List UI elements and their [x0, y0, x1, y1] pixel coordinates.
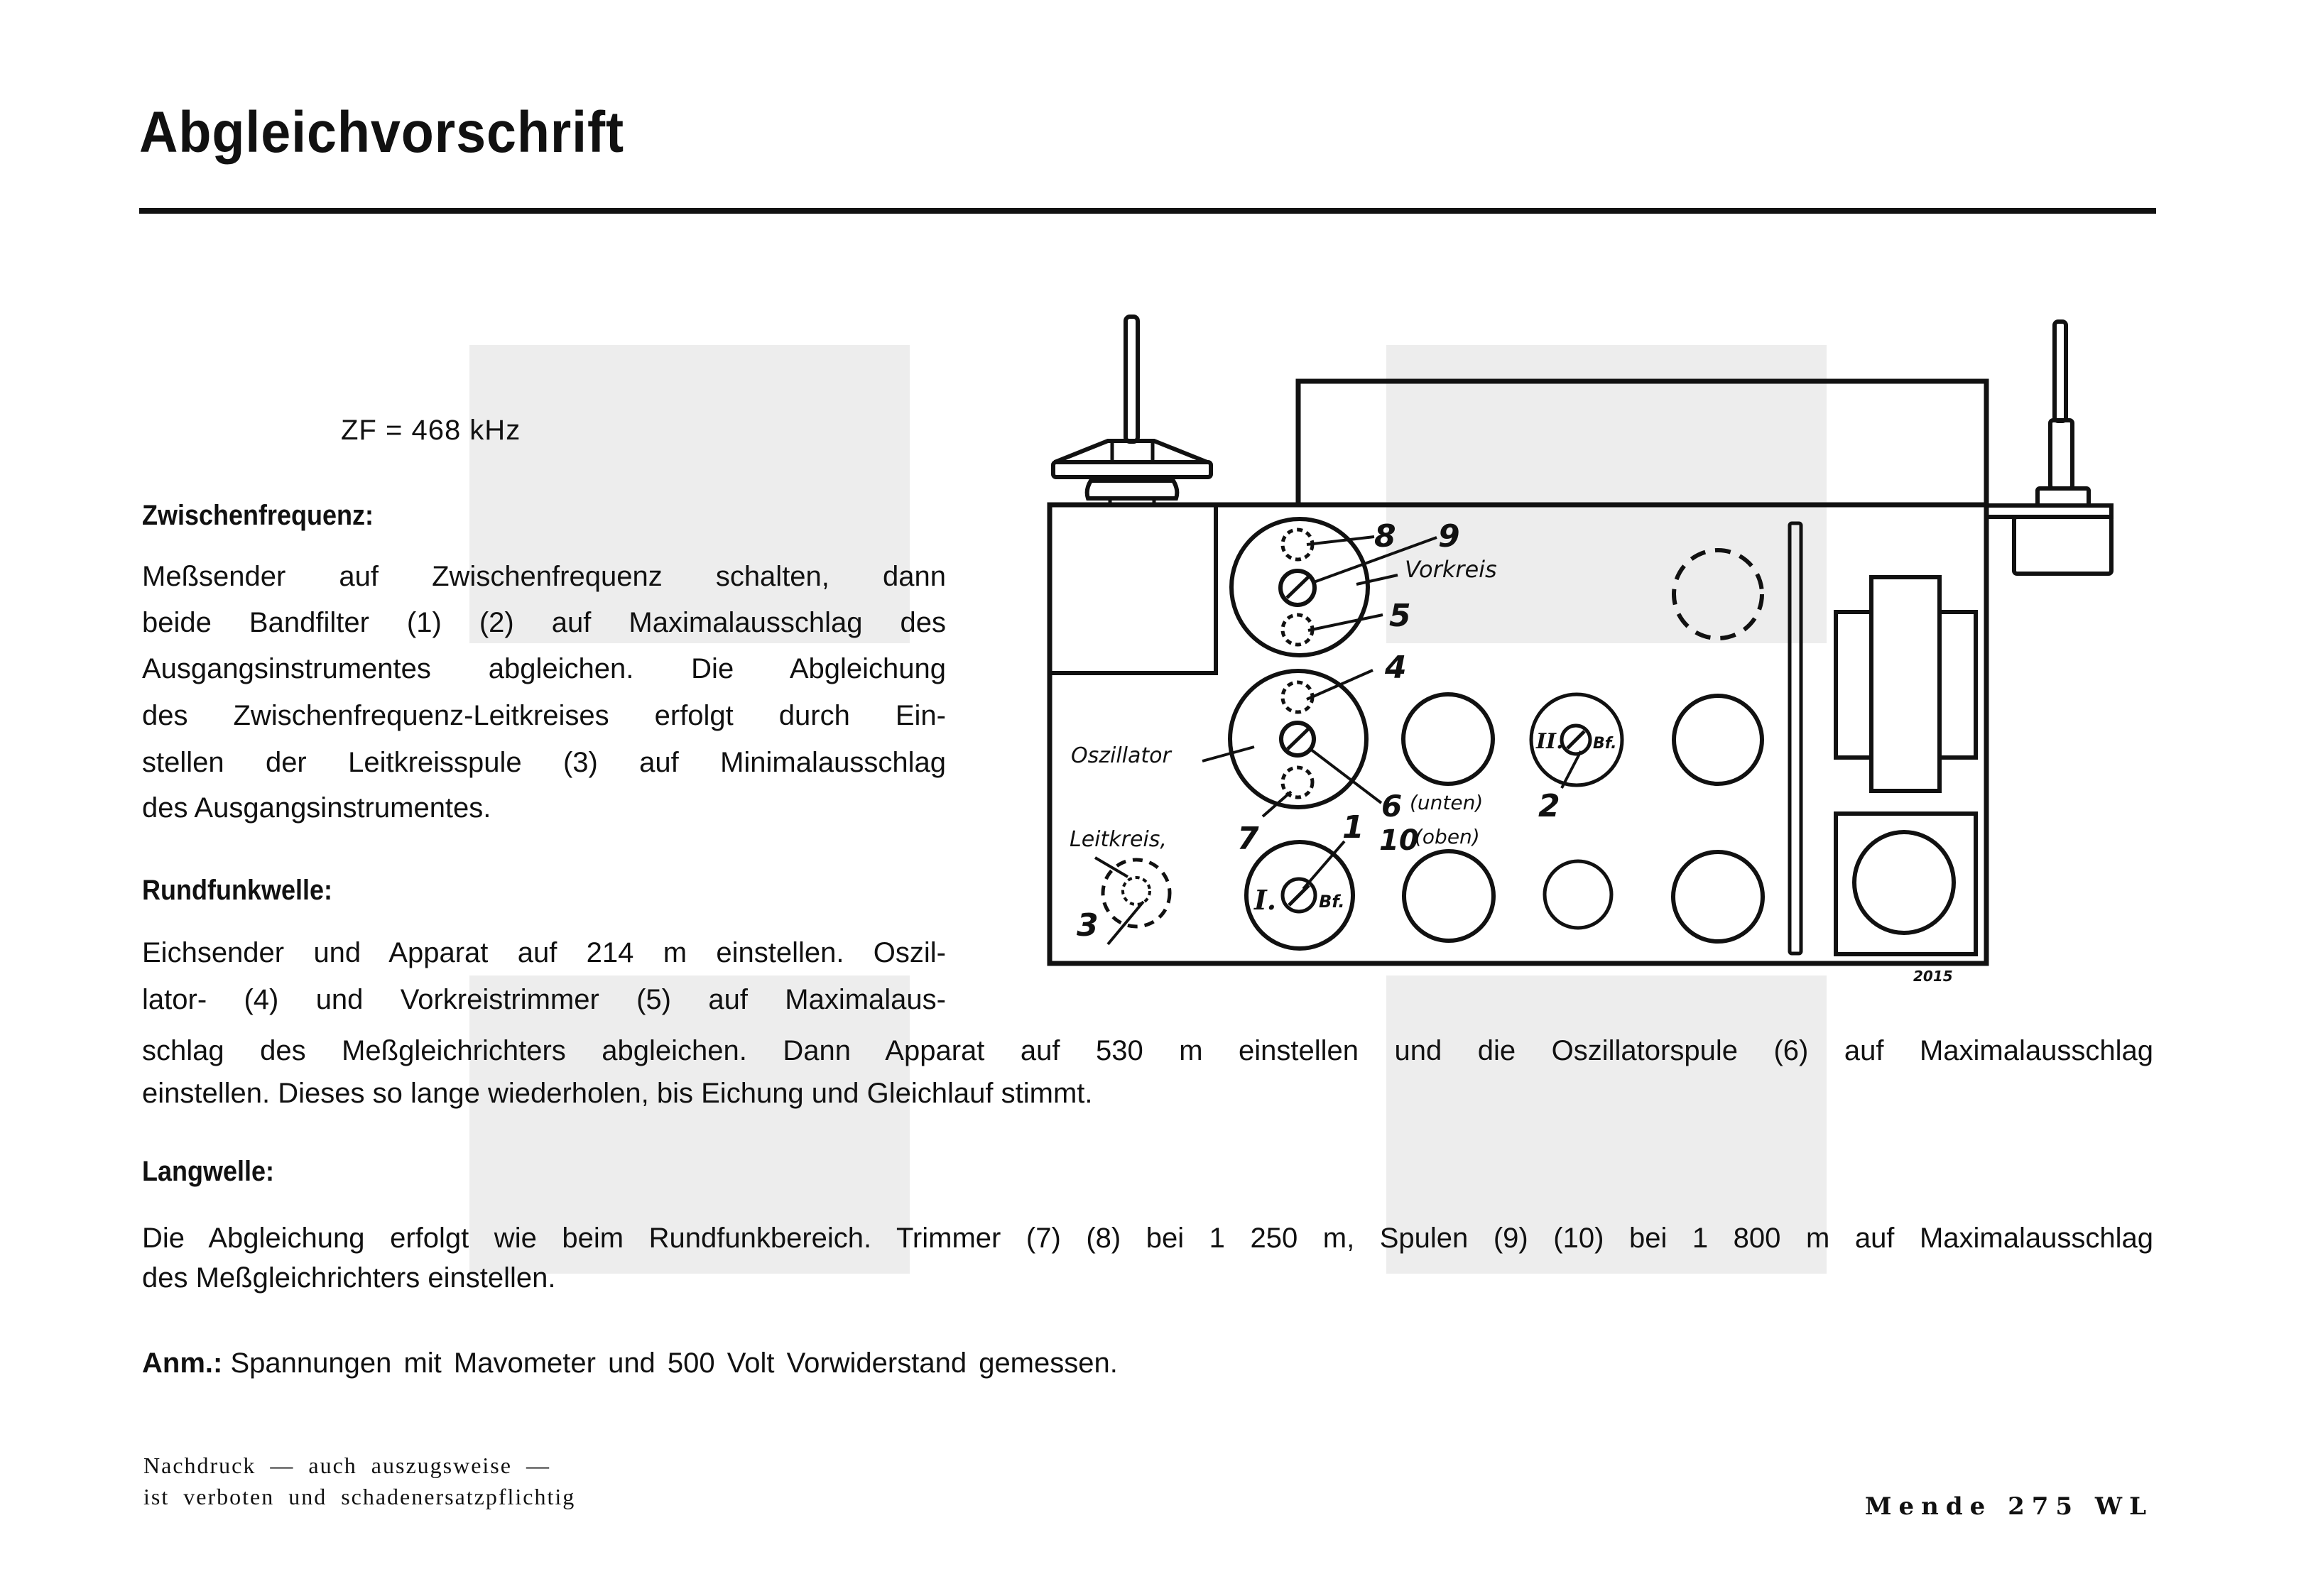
label-oszillator: Oszillator — [1071, 743, 1171, 768]
paragraph-line: beide Bandfilter (1) (2) auf Maximalausschlag des — [142, 607, 946, 638]
section-heading-langwelle: Langwelle: — [142, 1156, 275, 1187]
paragraph-line: lator- (4) und Vorkreistrimmer (5) auf Maximalaus- — [142, 984, 946, 1015]
tube-socket-small — [1545, 861, 1611, 928]
tube-socket — [1404, 851, 1494, 941]
page-title: Abgleichvorschrift — [139, 100, 625, 165]
paragraph-line: Meßsender auf Zwischenfrequenz schalten, dann — [142, 561, 946, 592]
paragraph-line: schlag des Meßgleichrichters abgleichen. Dann Apparat auf 530 m einstellen und die Oszillatorspule (6) auf Maximalausschlag — [142, 1035, 2153, 1066]
antenna-cone — [1055, 441, 1207, 462]
paragraph-line: Die Abgleichung erfolgt wie beim Rundfunkbereich. Trimmer (7) (8) bei 1 250 m, Spulen (9) (10) bei 1 800 m auf Maximalausschlag — [142, 1223, 2153, 1254]
tube-socket — [1674, 696, 1762, 784]
trimmer-5 — [1283, 615, 1312, 645]
dial-bar — [1790, 523, 1801, 953]
label-oben: (oben) — [1415, 825, 1480, 848]
marker-2: 2 — [1538, 788, 1560, 824]
raised-chassis-box — [1298, 381, 1986, 505]
side-bracket-box — [2014, 517, 2111, 574]
paragraph-line: Ausgangsinstrumentes abgleichen. Die Abgleichung — [142, 653, 946, 684]
marker-4: 4 — [1385, 650, 1407, 686]
chassis-outline — [1050, 505, 1986, 963]
label-bf2: Bf. — [1593, 735, 1617, 753]
model-designation: Mende 275 WL — [1864, 1492, 2153, 1521]
tube-socket — [1673, 852, 1763, 941]
leitkreis-coil — [1103, 860, 1170, 927]
speaker-cone — [1854, 832, 1954, 933]
note-label: Anm.: — [142, 1348, 223, 1379]
marker-9: 9 — [1438, 518, 1460, 554]
section-heading-rundfunkwelle: Rundfunkwelle: — [142, 875, 333, 906]
marker-7: 7 — [1237, 821, 1259, 857]
tube-socket — [1403, 694, 1493, 784]
dashed-component — [1674, 550, 1762, 638]
note-text: Spannungen mit Mavometer und 500 Volt Vorwiderstand gemessen. — [230, 1348, 1118, 1379]
paragraph-line: des Zwischenfrequenz-Leitkreises erfolgt durch Ein- — [142, 700, 946, 731]
trimmer-7 — [1283, 767, 1312, 797]
copyright-note-line2: ist verboten und schadenersatzpflichtig — [143, 1484, 576, 1509]
marker-3: 3 — [1077, 907, 1099, 944]
copyright-note-line1: Nachdruck — auch auszugsweise — — [143, 1453, 550, 1478]
label-leitkreis: Leitkreis, — [1070, 827, 1167, 852]
antenna-insulator — [1087, 481, 1177, 498]
antenna-rod-right — [2055, 322, 2066, 421]
drawing-number: 2015 — [1913, 968, 1953, 985]
paragraph-line: stellen der Leitkreisspule (3) auf Minimalausschlag — [142, 747, 946, 778]
zf-value: ZF = 468 kHz — [341, 415, 521, 446]
marker-10: 10 — [1379, 824, 1419, 857]
label-unten: (unten) — [1410, 791, 1484, 814]
paragraph-line: des Meßgleichrichters einstellen. — [142, 1262, 556, 1294]
marker-8: 8 — [1374, 518, 1396, 554]
paragraph-line: des Ausgangsinstrumentes. — [142, 792, 491, 824]
chassis-left-compartment — [1050, 505, 1216, 673]
antenna-plate — [1053, 462, 1211, 477]
trimmer-4 — [1283, 682, 1312, 712]
marker-5: 5 — [1389, 598, 1411, 634]
transformer-core — [1871, 577, 1940, 791]
paragraph-line: Eichsender und Apparat auf 214 m einstellen. Oszil- — [142, 937, 946, 968]
label-bf1-roman: I. — [1254, 884, 1277, 916]
label-bf2-roman: II. — [1536, 729, 1564, 754]
marker-6: 6 — [1381, 789, 1403, 824]
paragraph-line: einstellen. Dieses so lange wiederholen, bis Eichung und Gleichlauf stimmt. — [142, 1078, 1093, 1109]
label-vorkreis: Vorkreis — [1405, 556, 1497, 583]
antenna-rod-left — [1126, 317, 1138, 442]
label-bf1: Bf. — [1319, 892, 1345, 912]
marker-1: 1 — [1342, 809, 1364, 846]
section-heading-zwischenfrequenz: Zwischenfrequenz: — [142, 500, 374, 531]
